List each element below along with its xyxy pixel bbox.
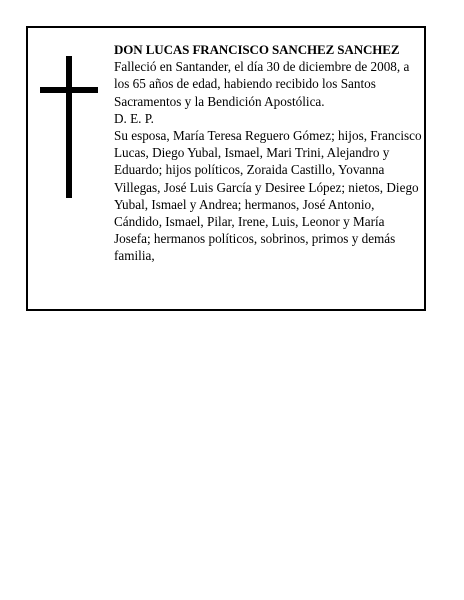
obituary-notice	[26, 26, 426, 311]
death-notice-text: Falleció en Santander, el día 30 de diciembre de 2008, a los 65 años de edad, habiendo recibido los Santos Sacramentos y la Bendición Apostólica.	[114, 59, 410, 109]
cross-vertical-bar	[66, 56, 72, 198]
cross-horizontal-bar	[40, 87, 98, 93]
latin-cross-icon	[40, 56, 98, 198]
notice-body	[114, 41, 424, 265]
rip-text: D. E. P.	[114, 110, 154, 126]
deceased-name: DON LUCAS FRANCISCO SANCHEZ SANCHEZ	[114, 42, 400, 57]
mourners-text: Su esposa, María Teresa Reguero Gómez; hijos, Francisco Lucas, Diego Yubal, Ismael, Mari Trini, Alejandro y Eduardo; hijos políticos, Zoraida Castillo, Yovanna Villegas, José Luis García y Desiree López; nietos, Diego Yubal, Ismael y Andrea; hermanos, José Antonio, Cándido, Ismael, Pilar, Irene, Luis, Leonor y María Josefa; hermanos políticos, sobrinos, primos y demás familia,	[114, 128, 422, 264]
